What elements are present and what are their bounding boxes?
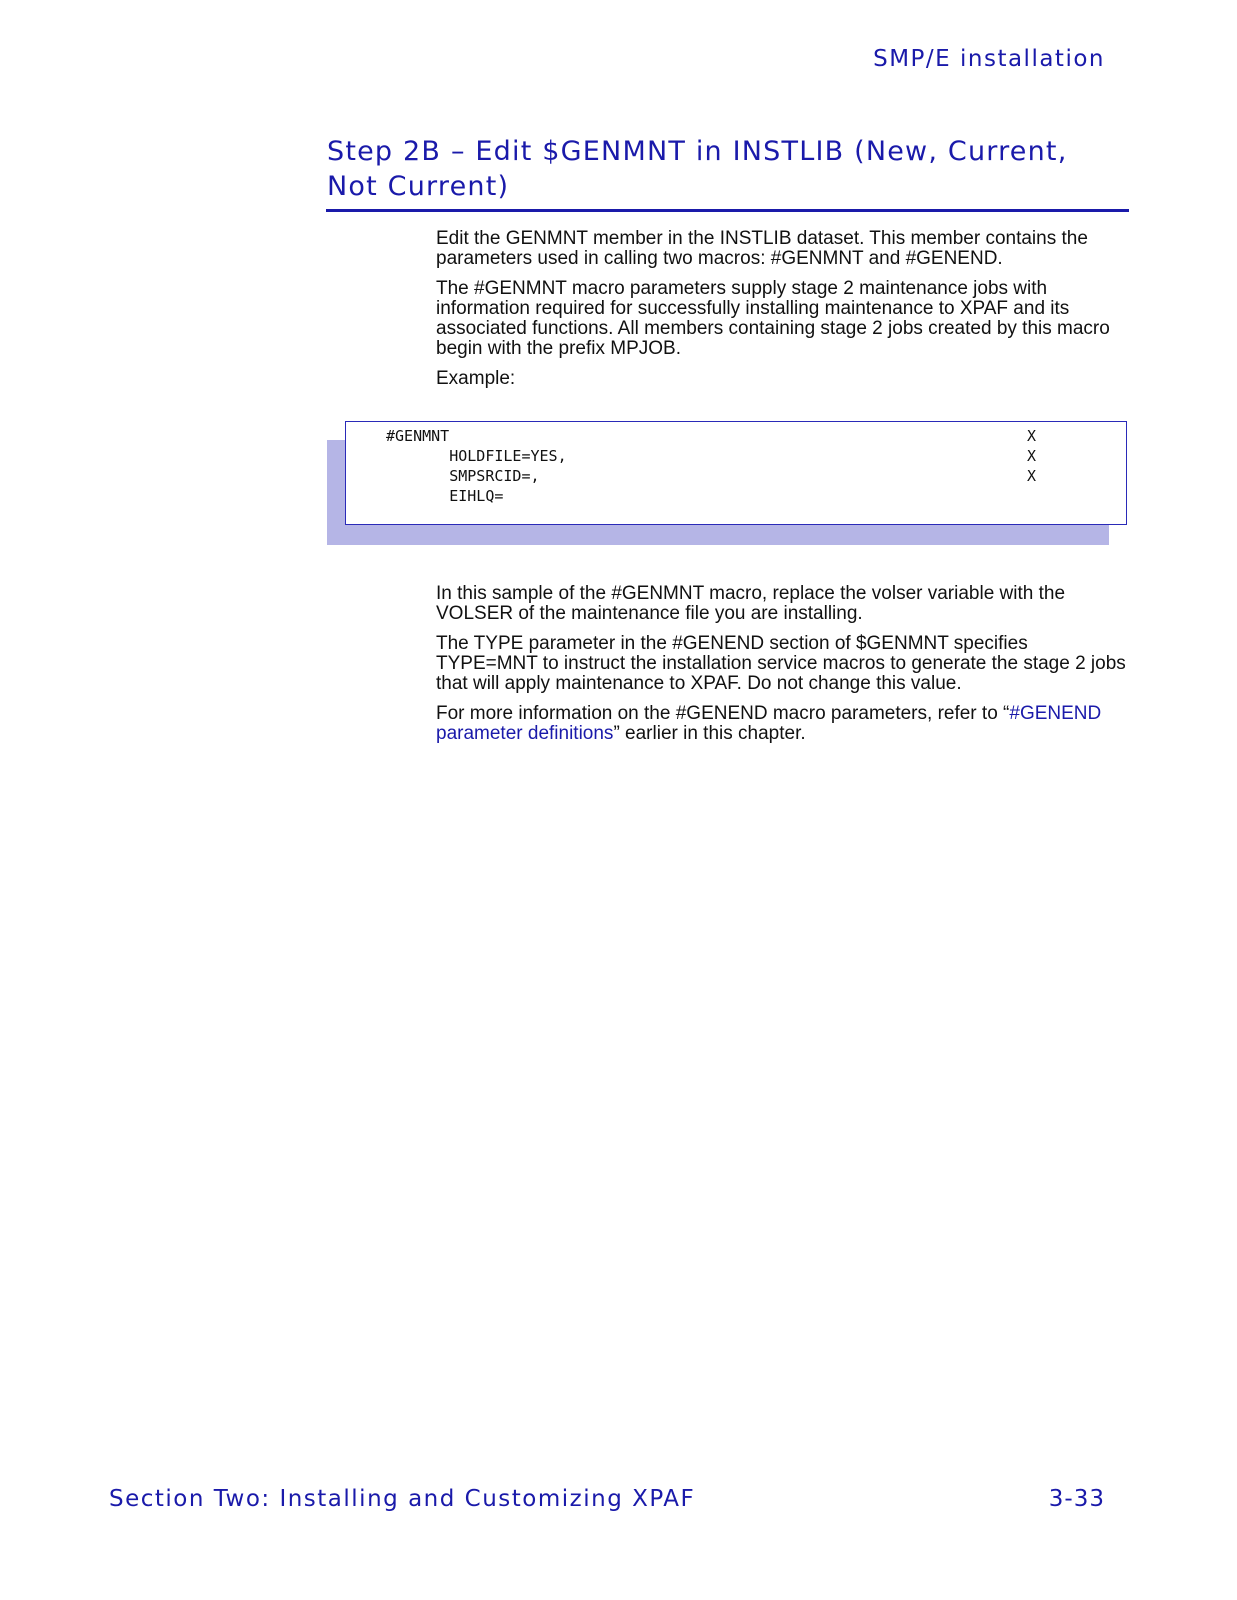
footer-section-label: Section Two: Installing and Customizing XPAF — [109, 1486, 696, 1512]
intro-paragraph-1: Edit the GENMNT member in the INSTLIB dataset. This member contains the parameters used in calling two macros: #GENMNT and #GENEND. — [436, 228, 1088, 269]
code-line: #GENMNT — [386, 427, 450, 445]
heading-rule — [326, 209, 1129, 212]
continuation-mark: X — [1027, 427, 1037, 445]
code-example-box — [345, 421, 1127, 525]
code-line: EIHLQ= — [449, 487, 504, 505]
code-line: HOLDFILE=YES, — [449, 447, 567, 465]
intro-text — [436, 229, 1126, 399]
running-header: SMP/E installation — [873, 46, 1105, 72]
intro-paragraph-2: The #GENMNT macro parameters supply stage 2 maintenance jobs with information required for successfully installing maintenance to XPAF and its associated functions. All members containing stage 2 jobs created by this macro begin with the prefix MPJOB. — [436, 278, 1110, 359]
explanation-text — [436, 584, 1126, 754]
code-line: SMPSRCID=, — [449, 467, 540, 485]
explanation-paragraph-3: For more information on the #GENEND macro parameters, refer to “#GENEND parameter definitions” earlier in this chapter. — [436, 703, 1102, 744]
example-label: Example: — [436, 368, 516, 389]
continuation-mark: X — [1027, 467, 1037, 485]
section-heading: Step 2B – Edit $GENMNT in INSTLIB (New, Current, Not Current) — [327, 136, 1068, 202]
continuation-mark: X — [1027, 447, 1037, 465]
explanation-paragraph-1: In this sample of the #GENMNT macro, replace the volser variable with the VOLSER of the maintenance file you are installing. — [436, 583, 1066, 624]
genend-parameter-definitions-link[interactable]: #GENEND parameter definitions — [436, 703, 1102, 744]
explanation-paragraph-2: The TYPE parameter in the #GENEND section of $GENMNT specifies TYPE=MNT to instruct the installation service macros to generate the stage 2 jobs that will apply maintenance to XPAF. Do not change this value. — [436, 633, 1126, 694]
footer-page-number: 3-33 — [1048, 1486, 1105, 1512]
